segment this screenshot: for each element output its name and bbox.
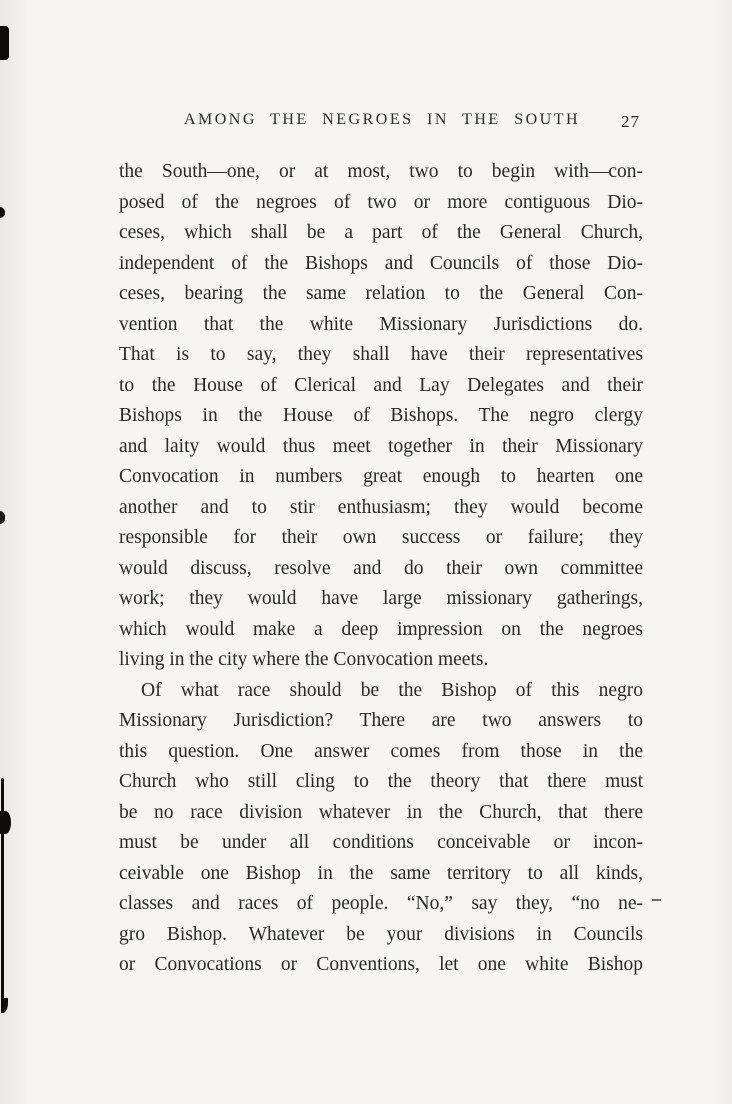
paragraph-2 <box>119 676 643 981</box>
text-line: work; they would have large missionary gatherings, <box>119 588 643 609</box>
text-line: gro Bishop. Whatever be your divisions in Councils <box>119 923 643 945</box>
text-line: vention that the white Missionary Jurisdictions do. <box>119 313 643 335</box>
text-line: Bishops in the House of Bishops. The negro clergy <box>119 405 643 426</box>
text-line: the South—one, or at most, two to begin with—con- <box>119 161 643 182</box>
text-line: Of what race should be the Bishop of this negro <box>141 679 643 701</box>
text-line: which would make a deep impression on the negroes <box>119 618 643 640</box>
text-line: That is to say, they shall have their representatives <box>119 344 643 365</box>
text-line: and laity would thus meet together in their Missionary <box>119 435 643 457</box>
text-line: ceses, which shall be a part of the General Church, <box>119 222 643 243</box>
scan-artifact-dot <box>0 511 5 524</box>
text-line: Missionary Jurisdiction? There are two answers to <box>119 710 643 731</box>
scan-artifact-tail <box>1 998 8 1013</box>
text-line: posed of the negroes of two or more contiguous Dio- <box>119 191 643 213</box>
text-line: ceses, bearing the same relation to the General Con- <box>119 283 643 304</box>
scan-artifact-corner <box>0 26 9 60</box>
text-line: be no race division whatever in the Church, that there <box>119 801 643 823</box>
text-line: Convocation in numbers great enough to hearten one <box>119 466 643 487</box>
scan-artifact-blob <box>0 811 11 834</box>
text-line: living in the city where the Convocation meets. <box>119 649 489 670</box>
page-number: 27 <box>621 112 640 131</box>
text-line: independent of the Bishops and Councils of those Dio- <box>119 252 643 274</box>
scan-artifact-dot <box>0 207 5 218</box>
page-header <box>120 111 644 135</box>
text-line: responsible for their own success or failure; they <box>119 527 643 548</box>
text-line: would discuss, resolve and do their own committee <box>119 557 643 579</box>
text-line: classes and races of people. “No,” say they, “no ne- <box>119 893 643 914</box>
text-line: this question. One answer comes from those in the <box>119 740 643 762</box>
text-line: to the House of Clerical and Lay Delegates and their <box>119 374 643 396</box>
text-line: another and to stir enthusiasm; they would become <box>119 496 643 518</box>
text-line: or Convocations or Conventions, let one white Bishop <box>119 954 643 975</box>
running-head: AMONG THE NEGROES IN THE SOUTH <box>183 111 581 128</box>
scan-artifact-dash <box>652 899 661 901</box>
body-text <box>119 157 643 981</box>
text-line: Church who still cling to the theory that there must <box>119 771 643 792</box>
text-line: must be under all conditions conceivable or incon- <box>119 832 643 853</box>
text-line: ceivable one Bishop in the same territory to all kinds, <box>119 862 643 884</box>
paragraph-1 <box>119 157 643 676</box>
